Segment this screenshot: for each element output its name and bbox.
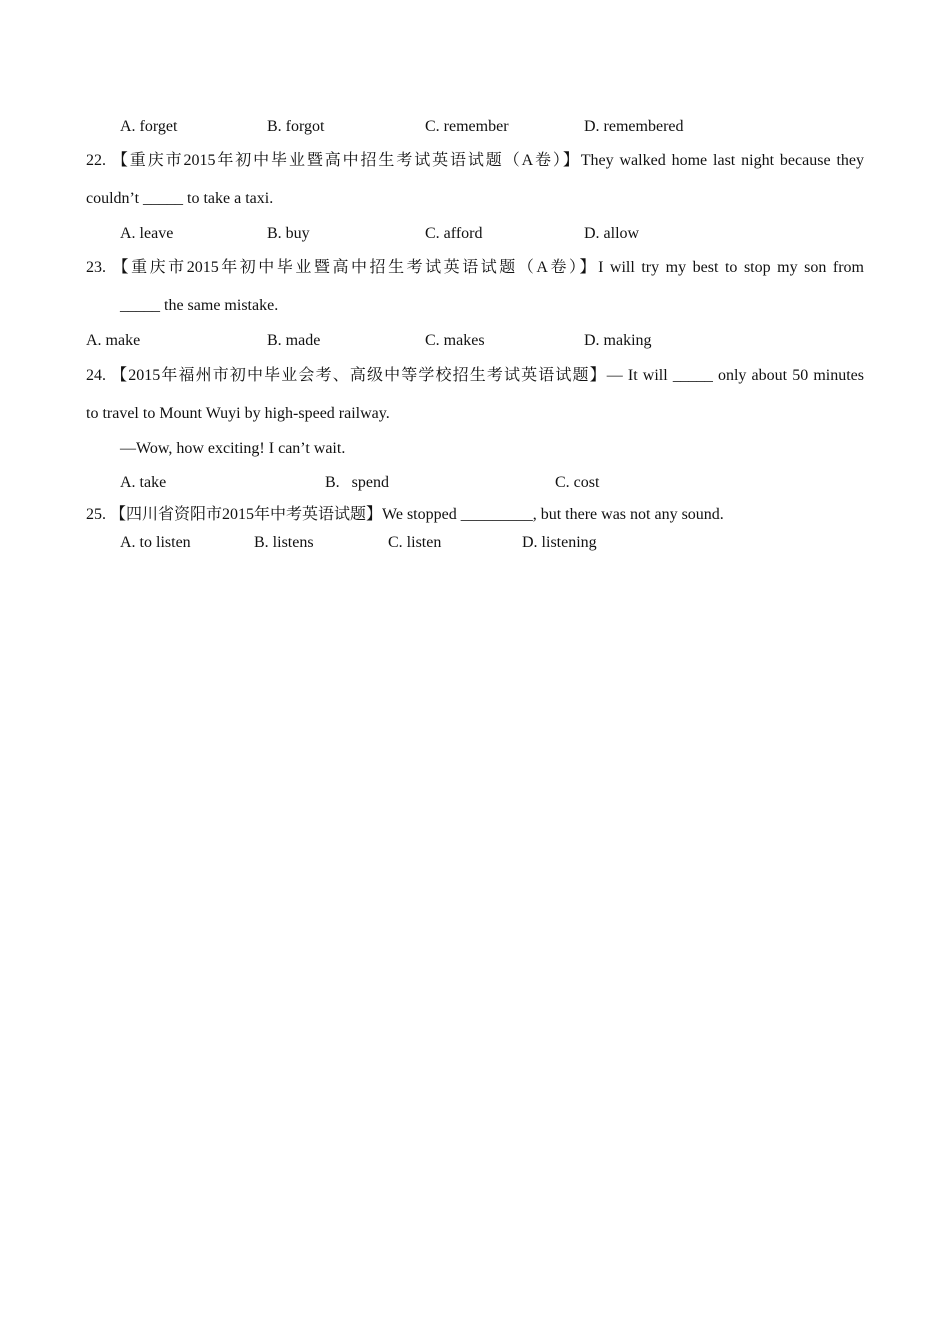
q21-option-c: C. remember [425, 118, 509, 135]
q25-option-a: A. to listen [120, 534, 191, 551]
q24-stem-line2: to travel to Mount Wuyi by high-speed railway. [86, 405, 390, 422]
q24-line1 [86, 366, 864, 386]
q23-option-b: B. made [267, 332, 321, 349]
q23-stem-line1: I will try my best to stop my son from [598, 259, 864, 276]
q24-number: 24. [86, 367, 106, 384]
q21-option-a: A. forget [120, 118, 178, 135]
q23-option-d: D. making [584, 332, 652, 349]
q22-option-b: B. buy [267, 225, 310, 242]
q22-line1 [86, 151, 864, 171]
q25-option-c: C. listen [388, 534, 442, 551]
q25-line1 [86, 505, 724, 525]
q24-option-b: B. spend [325, 474, 389, 491]
q21-option-b: B. forgot [267, 118, 325, 135]
q23-option-a: A. make [86, 332, 141, 349]
q24-stem-line1: — It will _____ only about 50 minutes [606, 367, 864, 384]
q22-option-c: C. afford [425, 225, 483, 242]
q25-option-b: B. listens [254, 534, 314, 551]
q22-stem-line1: They walked home last night because they [580, 152, 864, 169]
q24-source: 【2015年福州市初中毕业会考、高级中等学校招生考试英语试题】 [111, 367, 607, 384]
q23-line1 [86, 258, 864, 278]
q22-option-a: A. leave [120, 225, 174, 242]
q23-number: 23. [86, 259, 106, 276]
q24-option-c: C. cost [555, 474, 600, 491]
q21-option-d: D. remembered [584, 118, 684, 135]
q23-option-c: C. makes [425, 332, 485, 349]
q25-source: 【四川省资阳市2015年中考英语试题】 [110, 506, 383, 523]
q22-stem-line2: couldn’t _____ to take a taxi. [86, 190, 274, 207]
q23-stem-line2: _____ the same mistake. [120, 297, 279, 314]
q23-source: 【重庆市2015年初中毕业暨高中招生考试英语试题（A卷）】 [112, 259, 599, 276]
q25-stem: We stopped _________, but there was not any sound. [382, 506, 724, 523]
q24-reply: —Wow, how exciting! I can’t wait. [120, 440, 346, 457]
q22-number: 22. [86, 152, 106, 169]
q22-option-d: D. allow [584, 225, 640, 242]
q24-option-a: A. take [120, 474, 167, 491]
q25-number: 25. [86, 506, 106, 523]
q22-source: 【重庆市2015年初中毕业暨高中招生考试英语试题（A卷）】 [111, 152, 581, 169]
q25-option-d: D. listening [522, 534, 597, 551]
